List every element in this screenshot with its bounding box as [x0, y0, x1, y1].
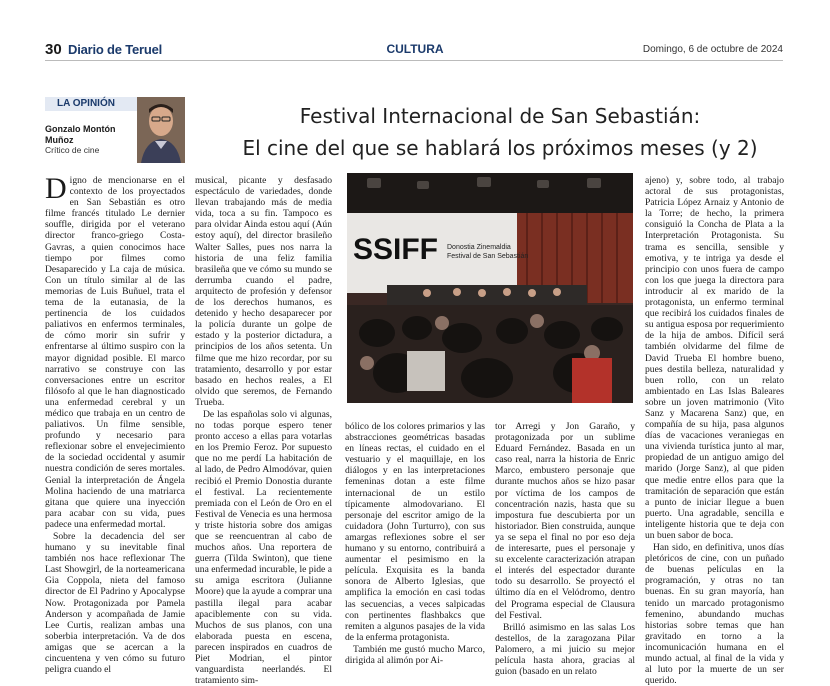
press-conference-graphic: [347, 173, 633, 403]
author-name-line1: Gonzalo Montón: [45, 124, 116, 134]
paragraph: Han sido, en definitiva, unos días pletóricos de cine, con un puñado de buenas películas en la programación, y otras no tan buenas. En su gran mayoría, han tenido un marcado protagonismo femenino, abundando muchas historias sobre temas que han gravitado en torno a la incomunicación humana en el mundo actual, al final de la vida y al luto por la muerte de un ser querido.: [645, 542, 784, 686]
author-role: Crítico de cine: [45, 145, 100, 155]
article-column-5: [645, 175, 784, 686]
article-column-4: [495, 421, 635, 678]
paragraph: Brilló asimismo en las salas Los destellos, de la zaragozana Pilar Palomero, a mi juicio su mejor película hasta ahora, gracias al guion (basado en un relato: [495, 621, 635, 678]
author-portrait: [137, 97, 185, 163]
article-title-line2: El cine del que se hablará los próximos meses (y 2): [242, 136, 758, 160]
sign-line-2: Festival de San Sebastián: [447, 253, 529, 260]
author-name-line2: Muñoz: [45, 135, 74, 145]
paragraph-text: igno de mencionarse en el contexto de los proyectados en San Sebastián es otro filme francés titulado Le dernier souffle, dirigida por el veterano director franco-griego Costa-Gavras, a quien conocimos hace tiempo por filmes como Desaparecido y La caja de música. Con un título similar al de las memorias de Luis Buñuel, trata el tema de la eutanasia, de la pertinencia de los cuidados paliativos en enfermos terminales, de cómo morir sin sufrir y enfrentarse al último suspiro con la mayor dignidad posible. El marco narrativo se construye con las conversaciones entre un escritor filósofo al que le han diagnosticado una enfermedad cerebral y un médico que trabaja en un centro de paliativos. Un filme sensible, profundo y necesario para reflexionar sobre el envejecimiento de la sociedad occidental y asumir nuestra condición de seres mortales. Genial la interpretación de Ángela Molina haciendo de una matriarca gitana que quiere una inyección para acabar con su vida, pues padece una enfermedad mortal.: [45, 175, 185, 530]
sign-line-1: Donostia Zinemaldia: [447, 244, 511, 251]
paragraph: De las españolas solo vi algunas, no todas porque espero tener pronto acceso a ellas para votarlas en los Premio Feroz. Por supuesto que no me perdí La habitación de al lado, de Pedro Almodóvar, quien recibió el Premio Donostia durante el festival. La recientemente premiada con el León de Oro en el Festival de Venecia es una hermosa y triste historia sobre dos amigas que se reencuentran al cabo de muchos años. Una reportera de guerra (Tilda Swinton), que tiene una enfermedad incurable, le pide a su amiga escritora (Julianne Moore) que la ayude a comprar una pastilla ilegal para acabar apaciblemente con su vida. Muchos de sus planos, con una elaborada puesta en escena, parecen inspirados en cuadros de Piet Modrian, el pintor vanguardista neerlandés. El tratamiento sim-: [195, 408, 332, 686]
article-column-3: [345, 421, 485, 665]
author-name: [45, 124, 135, 146]
article-column-1: [45, 172, 185, 676]
section-title: CULTURA: [386, 42, 444, 56]
article-title-line1: Festival Internacional de San Sebastián:: [299, 104, 701, 128]
publication-date: Domingo, 6 de octubre de 2024: [642, 44, 783, 55]
paragraph: ajeno) y, sobre todo, al trabajo actoral de sus protagonistas, Patricia López Arnaiz y Antonio de la Torre; de hecho, la primera consiguió la Concha de Plata a la Interpretación Protagonista. Su trama es sencilla, sensible y emotiva, y te intriga ya desde el principio con unos fuera de campo con los que juega la directora para introducir al ex marido de la protagonista, un enfermo terminal que recibirá los cuidados finales de su antigua esposa por requerimiento de la hija de ambos. Difícil será también olvidarme del filme de David Trueba El hombre bueno, pues destila belleza, naturalidad y buen rollo, con un relato ambientado en Las Islas Baleares sobre un joven matrimonio (Vito Sanz y Macarena Sanz) que, en compañía de su hija, pasa algunos días de vacaciones veraniegas en una vivienda turística junto al mar, propiedad de un antiguo amigo del marido (Jorge Sanz), al que piden que medie entre ellos para que la tramitación de separación que están a punto de iniciar llegue a buen puerto. Una agradable, sencilla e inteligente historia que te deja con un buen sabor de boca.: [645, 175, 784, 541]
article-column-2: [195, 175, 332, 686]
paragraph: Sobre la decadencia del ser humano y su inevitable final también nos hace reflexionar The Last Showgirl, de la norteamericana Gia Coppola, nieta del famoso director de El Padrino y Apocalypse Now. Protagonizada por Pamela Anderson y acompañada de Jamie Lee Curtis, realizan ambas una soberbia interpretación. Va de dos amigas que se acercan a la cincuentena y ven cómo su futuro peligra cuando el: [45, 531, 185, 676]
header-divider: [45, 60, 783, 61]
drop-cap: D: [45, 172, 67, 205]
paragraph: bólico de los colores primarios y las abstracciones geométricas basadas en líneas rectas, el cuidado en el vestuario y el maquillaje, en los diálogos y en las interpretaciones femeninas dotan a este filme internacional de un estilo típicamente almodovariano. El personaje del escritor amigo de la cuidadora (John Turturro), con sus amargas reflexiones sobre el ser humano y su entorno, contribuirá a aumentar el pesimismo en la película. Exquisita es la banda sonora de Alberto Iglesias, que amplifica la emoción en casi todas las secuencias, a veces salpicadas con pertinentes flashbakcs que remiten a algunos pasajes de la vida de la enferma protagonista.: [345, 421, 485, 643]
paragraph: También me gustó mucho Marco, dirigida al alimón por Ai-: [345, 643, 485, 666]
newspaper-logo: Diario de Teruel: [68, 42, 163, 57]
paragraph: musical, picante y desfasado espectáculo de variedades, donde llevan trabajando más de media vida, toca a su fin. Tampoco es para olvidar Ainda estou aquí (Aún estoy aquí), del director brasileño Walter Salles, pues nos narra la historia de una feliz familia brasileña que ve cómo su mundo se derrumba cuando el padre, arquitecto de profesión y defensor de los derechos humanos, es detenido y hecho desaparecer por la policía durante un golpe de estado y la posterior dictadura, a principios de los años setenta. Un filme que me hizo recordar, por su tratamiento, desarrollo y por estar basado en hechos reales, a El olvido que seremos, de Fernando Trueba.: [195, 175, 332, 408]
author-portrait-graphic: [137, 97, 185, 163]
paragraph: [45, 172, 185, 530]
opinion-label: LA OPINIÓN: [57, 98, 115, 109]
press-conference-photo: [347, 173, 633, 403]
ssiff-sign: SSIFF: [353, 233, 439, 266]
paragraph: tor Arregi y Jon Garaño, y protagonizada por un sublime Eduard Fernández. Basada en un caso real, narra la historia de Enric Marco, embustero personaje que durante muchos años se hizo pasar por víctima de los campos de concentración nazis, hasta que su impostura fue descubierta por un historiador. Bien construida, aunque ya se sepa el final no por eso deja de interesarte, pues el personaje y su excelente caracterización atrapan el interés del espectador durante todo su desarrollo. Se proyectó el último día en el Velódromo, dentro del Programa especial de Clausura del Festival.: [495, 421, 635, 621]
page-number: 30: [45, 41, 62, 58]
